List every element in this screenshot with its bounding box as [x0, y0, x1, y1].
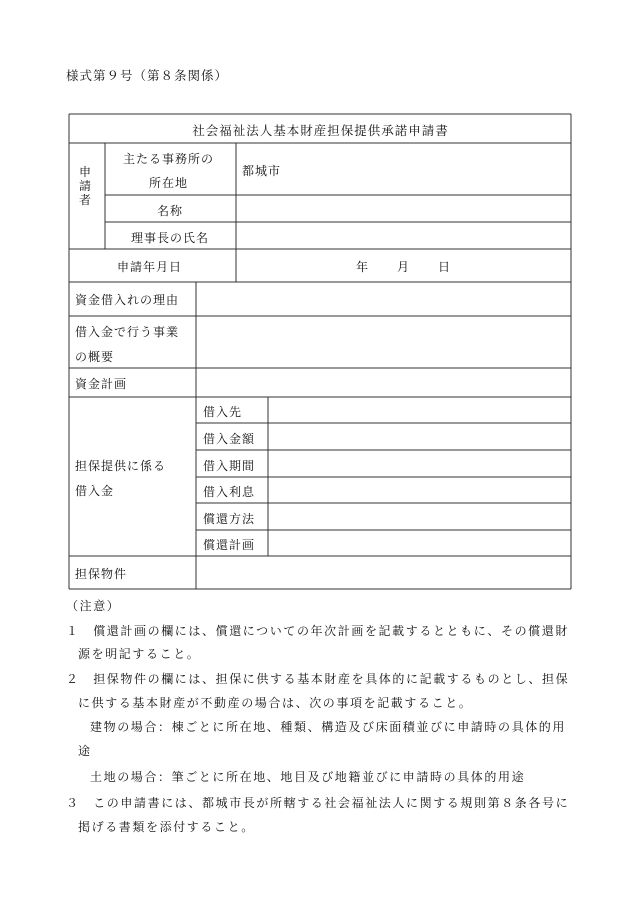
corporation-name-label: 名称: [157, 204, 184, 218]
lender-field[interactable]: [275, 403, 565, 419]
date-year-label: 年: [356, 260, 370, 274]
loan-interest-label: 借入利息: [203, 485, 256, 499]
loan-amount-label: 借入金額: [203, 432, 256, 446]
collateral-property-field[interactable]: [205, 565, 565, 581]
loan-amount-field[interactable]: [275, 430, 565, 446]
project-overview-field[interactable]: [205, 335, 565, 351]
corporation-name-field[interactable]: [247, 202, 565, 218]
office-address-label-line2: 所在地: [149, 176, 189, 190]
note-1-line-2: 源を明記すること。: [78, 647, 201, 661]
note-2-line-2: に供する基本財産が不動産の場合は、次の事項を記載すること。: [78, 696, 473, 710]
project-overview-label-line2: の概要: [75, 350, 115, 364]
applicant-char-3: 者: [78, 193, 91, 207]
director-name-label: 理事長の氏名: [131, 231, 210, 245]
repayment-method-label: 償還方法: [203, 512, 256, 526]
note-2-line-4: 途: [78, 744, 92, 758]
collateral-property-label: 担保物件: [75, 567, 128, 581]
funding-plan-label: 資金計画: [75, 377, 128, 391]
office-address-label-line1: 主たる事務所の: [123, 152, 215, 166]
applicant-char-2: 請: [78, 179, 91, 193]
collateral-loan-label-line1: 担保提供に係る: [75, 459, 167, 473]
date-month-label: 月: [397, 260, 411, 274]
funding-plan-field[interactable]: [205, 375, 565, 391]
lender-label: 借入先: [203, 405, 243, 419]
note-2-line-3: 建物の場合：棟ごとに所在地、種類、構造及び床面積並びに申請時の具体的用: [90, 720, 567, 734]
application-date-label: 申請年月日: [117, 260, 183, 274]
note-3-line-2: 掲げる書類を添付すること。: [78, 820, 255, 834]
loan-reason-label: 資金借入れの理由: [75, 293, 180, 307]
note-3-line-1: ３ この申請書には、都城市長が所轄する社会福祉法人に関する規則第８条各号に: [66, 796, 570, 810]
repayment-plan-field[interactable]: [275, 536, 565, 552]
notes-heading: （注意）: [66, 599, 121, 613]
form-title: 社会福祉法人基本財産担保提供承諾申請書: [192, 123, 449, 138]
repayment-method-field[interactable]: [275, 510, 565, 526]
loan-interest-field[interactable]: [275, 483, 565, 499]
loan-period-field[interactable]: [275, 457, 565, 473]
note-2-line-5: 土地の場合：筆ごとに所在地、地目及び地籍並びに申請時の具体的用途: [90, 770, 526, 784]
project-overview-label-line1: 借入金で行う事業: [75, 325, 180, 339]
loan-period-label: 借入期間: [203, 459, 256, 473]
director-name-field[interactable]: [247, 229, 565, 245]
office-address-value[interactable]: 都城市: [242, 164, 282, 178]
collateral-loan-label-line2: 借入金: [75, 484, 115, 498]
note-2-line-1: ２ 担保物件の欄には、担保に供する基本財産を具体的に記載するものとし、担保: [66, 672, 570, 686]
repayment-plan-label: 償還計画: [203, 538, 256, 552]
loan-reason-field[interactable]: [205, 291, 565, 307]
date-day-label: 日: [438, 260, 452, 274]
form-number: 様式第９号（第８条関係）: [66, 68, 229, 83]
applicant-group-label: [78, 165, 92, 207]
note-1-line-1: １ 償還計画の欄には、償還についての年次計画を記載するとともに、その償還財: [66, 624, 569, 638]
applicant-char-1: 申: [78, 165, 91, 179]
